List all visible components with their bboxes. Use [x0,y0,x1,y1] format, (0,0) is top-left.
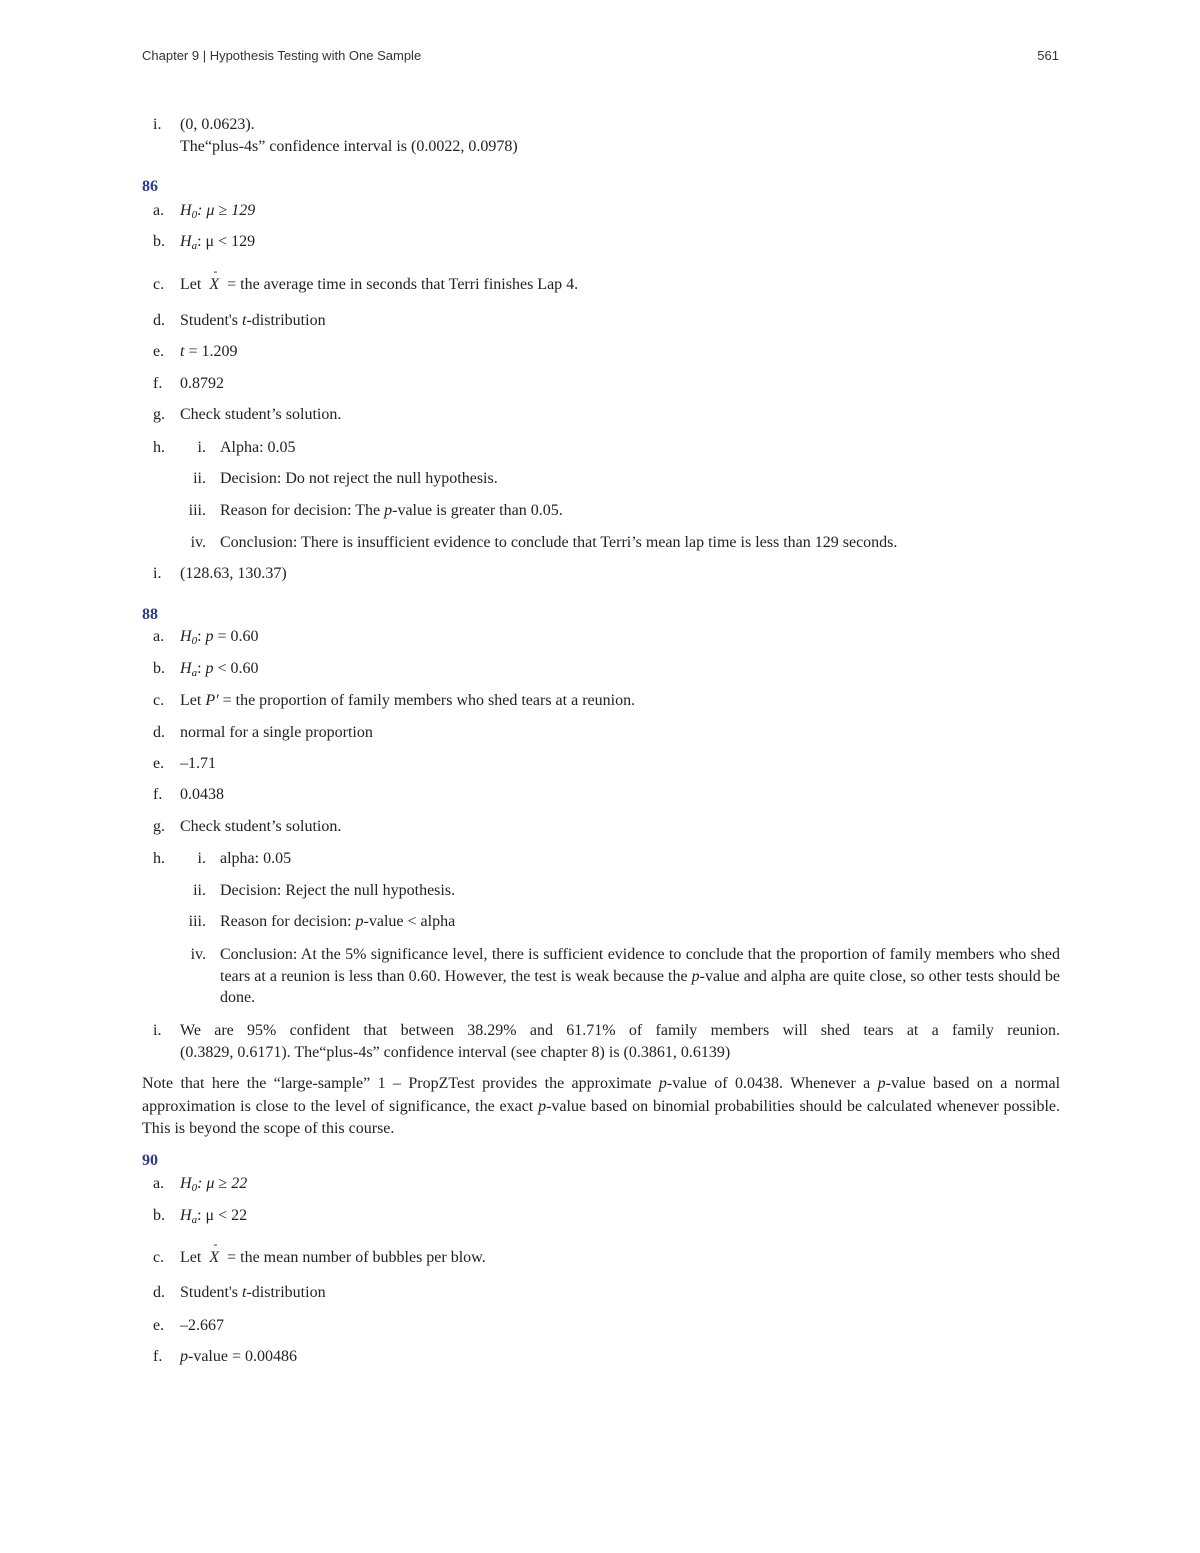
item-label: c. [153,276,165,293]
item-text: Check student’s solution. [180,818,342,835]
item-text: $H_a$: p < 0.60 [180,660,259,679]
item-label: i. [153,116,162,133]
item-text: (0, 0.0623). [180,116,255,133]
item-text: The“plus-4s” confidence interval is (0.0022, 0.0978) [180,138,518,155]
item-label: c. [153,1249,165,1266]
item-label: e. [153,343,165,360]
item-label: d. [153,1284,165,1301]
item-text: Let - X = the mean number of bubbles per blow. [180,1247,1060,1269]
subitem-text: alpha: 0.05 [220,850,292,867]
item-text: $H_0$: p = 0.60 [180,628,259,647]
item-text: We are 95% confident that between 38.29% and 61.71% of family members will shed tears at a family reunion. [180,1022,1060,1039]
note-paragraph: Note that here the “large-sample” 1 – PropZTest provides the approximate p-value of 0.0438. Whenever a p-value based on a normal approximation is close to the level of significance, the exact p-value based on binomial probabilities should be calculated whenever possible. This is beyond the scope of this course. [142,1075,1061,1137]
item-text: p-value = 0.00486 [180,1348,297,1365]
item-label: g. [153,406,165,423]
item-label: c. [153,692,165,709]
problem-number-88: 88 [142,606,158,623]
item-text: normal for a single proportion [180,724,373,741]
item-label: b. [153,660,165,677]
item-label: d. [153,312,165,329]
item-label: i. [153,565,162,582]
subitem-text: Conclusion: At the 5% significance level, there is sufficient evidence to conclude that the proportion of family members who shed tears at a reunion is less than 0.60. However, the test is weak because the p-value and alpha are quite close, so other tests should be done. [220,946,1060,1006]
item-label: i. [153,1022,162,1039]
running-header: Chapter 9 | Hypothesis Testing with One Sample [142,48,422,63]
item-label: e. [153,755,165,772]
subitem-text: Conclusion: There is insufficient evidence to conclude that Terri’s mean lap time is less than 129 seconds. [220,534,898,551]
item-label: f. [153,1348,163,1365]
subitem-text: Reason for decision: The p-value is greater than 0.05. [220,502,563,519]
item-label: a. [153,1175,165,1192]
item-text: Student's t-distribution [180,312,326,329]
problem-number-90: 90 [142,1152,158,1169]
subitem-label: iv. [190,946,206,963]
x-bar-symbol: - X [209,1247,219,1269]
page-number: 561 [1037,48,1059,63]
item-text: –1.71 [180,755,216,772]
item-label: f. [153,786,163,803]
item-text: $H_a$: μ < 22 [180,1207,248,1226]
problem-number-86: 86 [142,178,158,195]
item-text: $H_0$: μ ≥ 22 [180,1175,248,1194]
subitem-label: i. [197,439,206,456]
item-text: Check student’s solution. [180,406,342,423]
x-bar-symbol: - X [209,274,219,296]
subitem-text: Decision: Do not reject the null hypothesis. [220,470,498,487]
subitem-label: ii. [193,882,206,899]
subitem-label: ii. [193,470,206,487]
subitem-text: Alpha: 0.05 [220,439,296,456]
subitem-label: iii. [188,913,206,930]
item-text: $H_a$: μ < 129 [180,233,256,252]
item-text: –2.667 [180,1317,224,1334]
item-label: a. [153,628,165,645]
item-label: a. [153,202,165,219]
item-text: 0.0438 [180,786,224,803]
item-text: (0.3829, 0.6171). The“plus-4s” confidence interval (see chapter 8) is (0.3861, 0.6139) [180,1044,731,1061]
item-text: Let P′ = the proportion of family members who shed tears at a reunion. [180,692,636,709]
item-label: b. [153,1207,165,1224]
subitem-label: i. [197,850,206,867]
item-label: h. [153,850,165,867]
item-text: 0.8792 [180,375,224,392]
item-label: g. [153,818,165,835]
subitem-label: iii. [188,502,206,519]
item-label: f. [153,375,163,392]
item-label: h. [153,439,165,456]
item-label: b. [153,233,165,250]
item-text: $H_0$: μ ≥ 129 [180,202,256,221]
subitem-text: Reason for decision: p-value < alpha [220,913,456,930]
item-label: d. [153,724,165,741]
item-text: t = 1.209 [180,343,238,360]
item-label: e. [153,1317,165,1334]
item-text: (128.63, 130.37) [180,565,287,582]
subitem-label: iv. [190,534,206,551]
subitem-text: Decision: Reject the null hypothesis. [220,882,456,899]
item-text: Let - X = the average time in seconds that Terri finishes Lap 4. [180,274,1060,296]
item-text: Student's t-distribution [180,1284,326,1301]
